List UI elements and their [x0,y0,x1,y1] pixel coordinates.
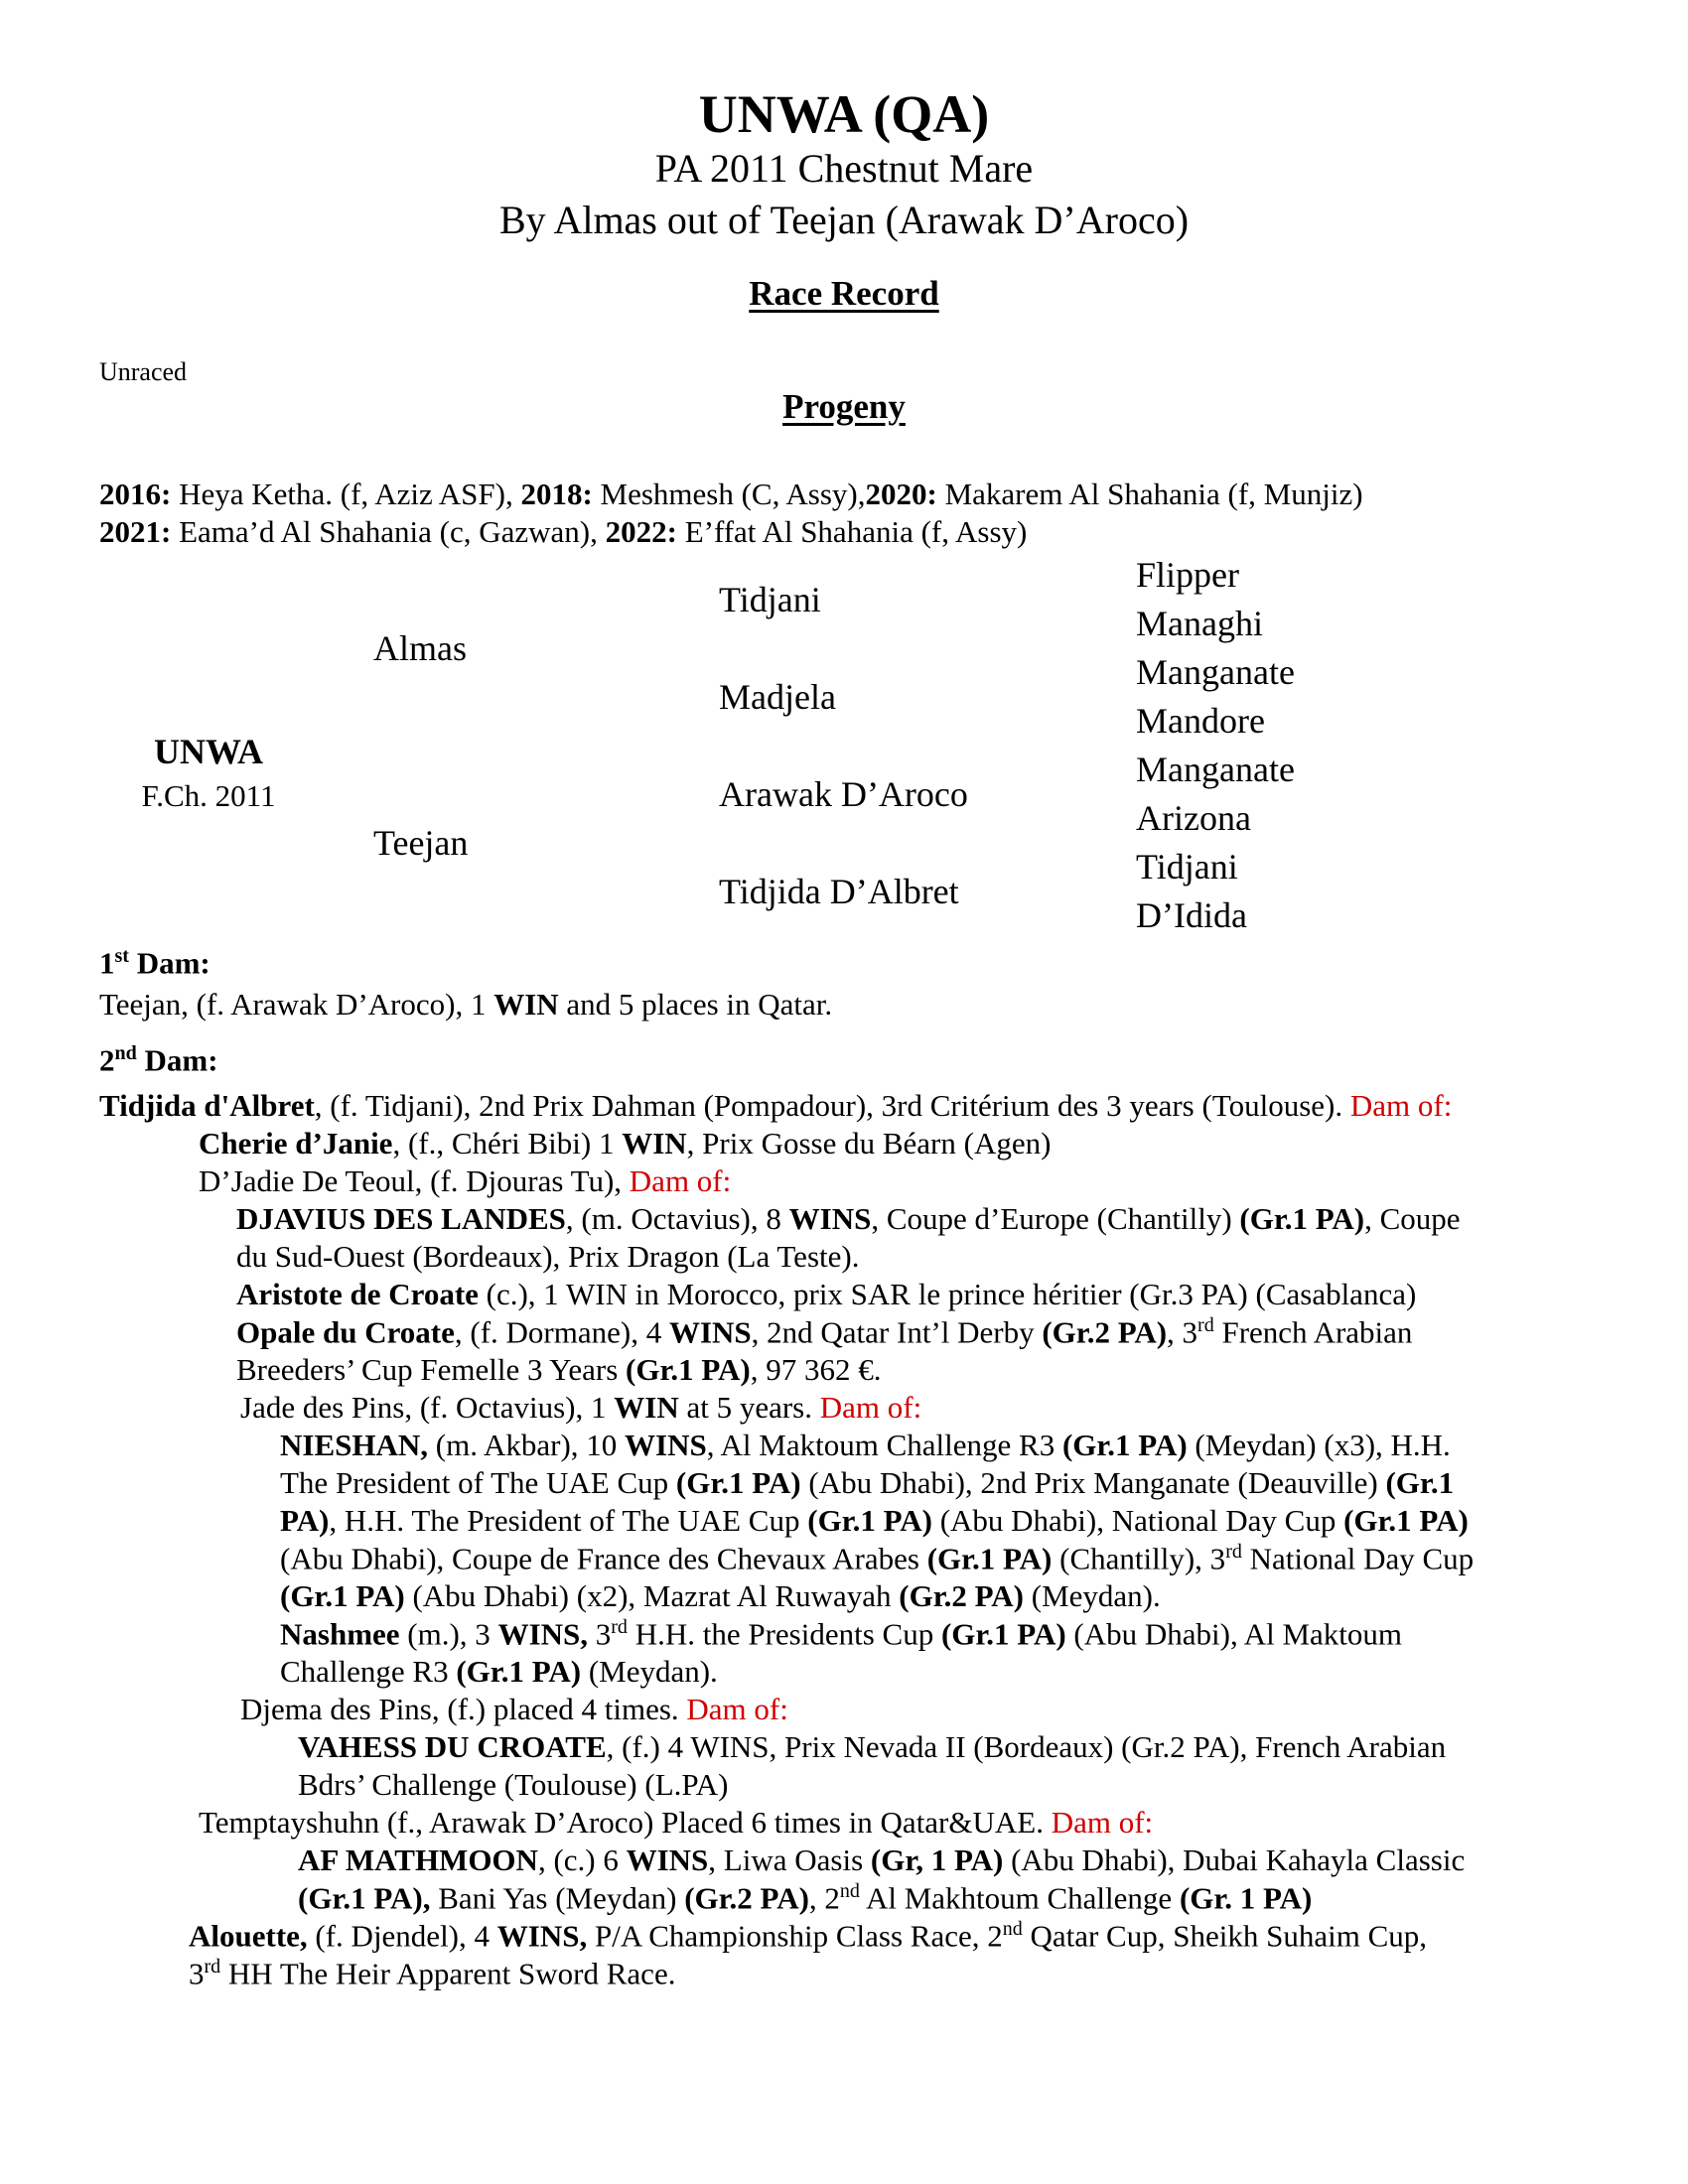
second-dam-line: Breeders’ Cup Femelle 3 Years (Gr.1 PA), 97 362 €. [236,1352,882,1387]
first-dam-text: Teejan, (f. Arawak D’Aroco), 1 WIN and 5 places in Qatar. [99,987,833,1022]
horse-subtitle: PA 2011 Chestnut Mare [654,146,1034,191]
pedigree-great-grandparent: Manganate [1136,750,1295,789]
pedigree-dam: Teejan [373,823,469,863]
second-dam-line: Bdrs’ Challenge (Toulouse) (L.PA) [298,1767,729,1802]
second-dam-line: PA), H.H. The President of The UAE Cup (Gr.1 PA) (Abu Dhabi), National Day Cup (Gr.1 PA) [280,1503,1469,1538]
pedigree-subject: UNWA [153,732,263,771]
second-dam-line: (Abu Dhabi), Coupe de France des Chevaux Arabes (Gr.1 PA) (Chantilly), 3rd National Day Cup [280,1541,1475,1576]
pedigree-great-grandparent: D’Idida [1136,895,1247,935]
second-dam-line: Challenge R3 (Gr.1 PA) (Meydan). [280,1654,718,1689]
second-dam-line: VAHESS DU CROATE, (f.) 4 WINS, Prix Nevada II (Bordeaux) (Gr.2 PA), French Arabian [298,1729,1447,1764]
progeny-heading: Progeny [782,387,906,426]
pedigree-sire: Almas [373,628,467,668]
pedigree-grandparent: Tidjani [719,580,821,619]
race-record-heading: Race Record [749,274,939,313]
second-dam-line: (Gr.1 PA), Bani Yas (Meydan) (Gr.2 PA), 2nd Al Makhtoum Challenge (Gr. 1 PA) [298,1880,1313,1916]
pedigree-grandparent: Arawak D’Aroco [719,774,968,814]
second-dam-line: (Gr.1 PA) (Abu Dhabi) (x2), Mazrat Al Ruwayah (Gr.2 PA) (Meydan). [280,1578,1161,1613]
progeny-line-1: 2016: Heya Ketha. (f, Aziz ASF), 2018: Meshmesh (C, Assy),2020: Makarem Al Shahania (f, Munjiz) [99,477,1363,511]
pedigree-grandparent: Tidjida D’Albret [719,872,959,911]
second-dam-line: DJAVIUS DES LANDES, (m. Octavius), 8 WINS, Coupe d’Europe (Chantilly) (Gr.1 PA), Coupe [236,1201,1461,1236]
pedigree-great-grandparent: Manganate [1136,652,1295,692]
pedigree-subject-detail: F.Ch. 2011 [141,778,276,813]
second-dam-line: Djema des Pins, (f.) placed 4 times. Dam of: [240,1692,788,1726]
race-record-text: Unraced [99,357,188,386]
progeny-line-2: 2021: Eama’d Al Shahania (c, Gazwan), 2022: E’ffat Al Shahania (f, Assy) [99,514,1028,549]
second-dam-line: Cherie d’Janie, (f., Chéri Bibi) 1 WIN, Prix Gosse du Béarn (Agen) [199,1126,1052,1160]
pedigree-great-grandparent: Mandore [1136,701,1265,741]
second-dam-line: Alouette, (f. Djendel), 4 WINS, P/A Championship Class Race, 2nd Qatar Cup, Sheikh Suhaim Cup, [189,1918,1428,1954]
second-dam-line: 3rd HH The Heir Apparent Sword Race. [189,1956,676,1991]
second-dam-heading: 2nd Dam: [99,1042,218,1078]
second-dam-line: Temptayshuhn (f., Arawak D’Aroco) Placed 6 times in Qatar&UAE. Dam of: [199,1805,1154,1840]
second-dam-line: The President of The UAE Cup (Gr.1 PA) (Abu Dhabi), 2nd Prix Manganate (Deauville) (Gr.1 [280,1465,1455,1500]
pedigree-great-grandparent: Arizona [1136,798,1251,838]
horse-breeding: By Almas out of Teejan (Arawak D’Aroco) [498,198,1190,242]
horse-title: UNWA (QA) [698,84,990,144]
second-dam-line: NIESHAN, (m. Akbar), 10 WINS, Al Maktoum Challenge R3 (Gr.1 PA) (Meydan) (x3), H.H. [280,1428,1451,1462]
second-dam-line: du Sud-Ouest (Bordeaux), Prix Dragon (La Teste). [236,1239,860,1274]
second-dam-line: AF MATHMOON, (c.) 6 WINS, Liwa Oasis (Gr, 1 PA) (Abu Dhabi), Dubai Kahayla Classic [298,1843,1466,1877]
second-dam-line: Tidjida d'Albret, (f. Tidjani), 2nd Prix Dahman (Pompadour), 3rd Critérium des 3 years (Toulouse). Dam of: [99,1088,1453,1123]
first-dam-heading: 1st Dam: [99,945,211,981]
second-dam-line: Aristote de Croate (c.), 1 WIN in Morocco, prix SAR le prince héritier (Gr.3 PA) (Casablanca) [236,1277,1417,1311]
second-dam-line: D’Jadie De Teoul, (f. Djouras Tu), Dam of: [199,1163,732,1198]
pedigree-great-grandparent: Tidjani [1136,847,1238,887]
second-dam-line: Jade des Pins, (f. Octavius), 1 WIN at 5 years. Dam of: [240,1390,922,1425]
second-dam-line: Opale du Croate, (f. Dormane), 4 WINS, 2nd Qatar Int’l Derby (Gr.2 PA), 3rd French Arabian [236,1314,1413,1350]
second-dam-line: Nashmee (m.), 3 WINS, 3rd H.H. the Presidents Cup (Gr.1 PA) (Abu Dhabi), Al Maktoum [280,1616,1403,1652]
pedigree-grandparent: Madjela [719,677,836,717]
pedigree-great-grandparent: Managhi [1136,604,1263,643]
pedigree-great-grandparent: Flipper [1136,555,1239,595]
